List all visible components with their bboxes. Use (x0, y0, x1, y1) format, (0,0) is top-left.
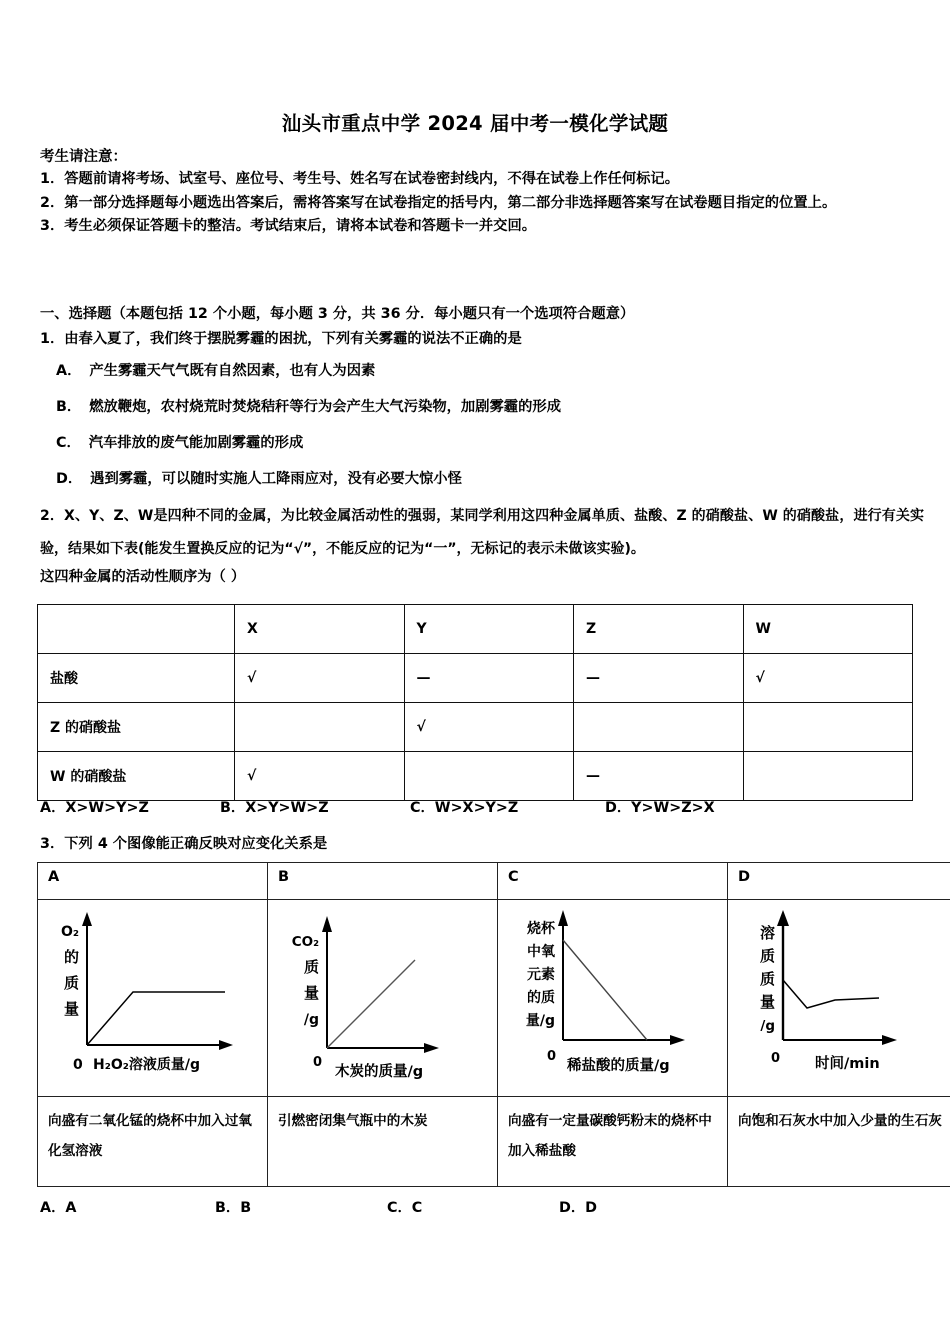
plot-c-origin: 0 (547, 1049, 557, 1064)
option-text: D (585, 1200, 598, 1216)
option-text: 燃放鞭炮，农村烧荒时焚烧秸秆等行为会产生大气污染物，加剧雾霾的形成 (89, 399, 561, 415)
option-text: X>Y>W>Z (245, 800, 329, 816)
graph-plot-a (38, 900, 268, 1097)
graph-plot-d (728, 900, 950, 1097)
cell-znitrate-w (743, 703, 913, 752)
plot-c-ylabel-char-3: 的质 (527, 990, 555, 1006)
plot-d-curve (783, 980, 879, 1008)
plot-c-xlabel: 稀盐酸的质量/g (567, 1058, 670, 1074)
plot-d-ylabel-char-1: 质 (759, 947, 775, 965)
graph-letter-a: A (38, 863, 268, 900)
plot-c-curve (563, 940, 647, 1040)
notice-line-3: 3．考生必须保证答题卡的整洁。考试结束后，请将本试卷和答题卡一并交回。 (40, 218, 537, 234)
plot-a-ylabel-char-2: 质 (63, 974, 79, 992)
notice-line-1: 1．答题前请将考场、试室号、座位号、考生号、姓名写在试卷密封线内，不得在试卷上作任何标记。 (40, 171, 680, 187)
question-1-option-c[interactable] (56, 432, 926, 452)
question-3-option-b[interactable] (215, 1197, 387, 1217)
table-row (38, 752, 913, 801)
option-mark: B． (215, 1200, 241, 1216)
option-mark: B． (220, 800, 246, 816)
header-cell-w: W (743, 605, 913, 654)
graph-letter-b: B (268, 863, 498, 900)
header-cell-y: Y (404, 605, 574, 654)
graph-plot-b (268, 900, 498, 1097)
question-3-graph-table (37, 862, 950, 1187)
option-mark: D． (56, 471, 83, 487)
question-3-option-a[interactable] (40, 1197, 215, 1217)
question-2-option-b[interactable] (220, 797, 410, 817)
plot-c-ylabel-char-2: 元素 (527, 967, 555, 983)
row-label-w-nitrate: W 的硝酸盐 (38, 752, 235, 801)
option-mark: A． (40, 800, 66, 816)
cell-znitrate-y: √ (404, 703, 574, 752)
graph-plot-row (38, 900, 950, 1097)
option-text: Y>W>Z>X (631, 800, 715, 816)
cell-wnitrate-x: √ (235, 752, 405, 801)
plot-c-ylabel-char-4: 量/g (525, 1013, 555, 1029)
plot-d-xlabel: 时间/min (815, 1056, 880, 1072)
plot-a-axes (82, 912, 233, 1050)
graph-plot-c (498, 900, 728, 1097)
question-2-option-c[interactable] (410, 797, 605, 817)
plot-c-svg (505, 900, 720, 1090)
graph-description-b: 引燃密闭集气瓶中的木炭 (268, 1097, 498, 1187)
header-cell-blank (38, 605, 235, 654)
plot-b-ylabel-char-2: 量 (303, 984, 319, 1002)
plot-d-origin: 0 (771, 1051, 781, 1066)
section-heading: 一、选择题（本题包括 12 个小题，每小题 3 分，共 36 分．每小题只有一个选项符合题意） (40, 306, 635, 322)
page-title: 汕头市重点中学 2024 届中考一模化学试题 (281, 112, 669, 135)
plot-b-svg (275, 900, 490, 1090)
option-text: 汽车排放的废气能加剧雾霾的形成 (88, 435, 304, 451)
option-mark: B． (56, 399, 82, 415)
plot-a-svg (45, 900, 260, 1090)
plot-b-axes (322, 916, 439, 1053)
option-mark: D． (559, 1200, 586, 1216)
option-mark: D． (605, 800, 632, 816)
question-2-option-d[interactable] (605, 797, 715, 817)
plot-c-axes (558, 910, 685, 1045)
option-mark: C． (56, 435, 81, 451)
plot-a-xlabel: H₂O₂溶液质量/g (93, 1057, 201, 1073)
graph-letter-row (38, 863, 950, 900)
graph-letter-c: C (498, 863, 728, 900)
metal-activity-table (37, 604, 913, 801)
plot-a-ylabel-char-1: 的 (63, 948, 79, 966)
plot-b-origin: 0 (313, 1055, 323, 1070)
plot-a-curve (87, 992, 225, 1045)
plot-b-xlabel: 木炭的质量/g (335, 1064, 424, 1080)
question-2-answer-row (40, 797, 920, 817)
header-cell-z: Z (574, 605, 744, 654)
header-cell-x: X (235, 605, 405, 654)
plot-b-curve (327, 960, 415, 1048)
row-label-hydrochloric-acid: 盐酸 (38, 654, 235, 703)
notice-line-2: 2．第一部分选择题每小题选出答案后，需将答案写在试卷指定的括号内，第二部分非选择题答案写在试卷题目指定的位置上。 (40, 194, 837, 211)
cell-wnitrate-y (404, 752, 574, 801)
question-1-option-a[interactable] (56, 360, 926, 380)
plot-d-ylabel-char-4: /g (760, 1018, 775, 1034)
plot-b-ylabel-char-0: CO₂ (291, 934, 319, 950)
cell-hcl-y: — (404, 654, 574, 703)
table-row (38, 654, 913, 703)
plot-a-origin: 0 (73, 1057, 83, 1073)
graph-description-d: 向饱和石灰水中加入少量的生石灰 (728, 1097, 950, 1187)
plot-d-svg (735, 900, 950, 1090)
plot-d-ylabel-char-3: 量 (759, 993, 775, 1011)
plot-a-ylabel-char-0: O₂ (60, 924, 79, 940)
plot-d-ylabel-char-0: 溶 (759, 924, 775, 942)
graph-description-row (38, 1097, 950, 1187)
option-text: C (411, 1200, 423, 1216)
table-header-row (38, 605, 913, 654)
notice-heading: 考生请注意： (40, 149, 127, 165)
question-1-option-d[interactable] (56, 468, 926, 488)
question-1-option-b[interactable] (56, 396, 926, 416)
question-2-substem: 这四种金属的活动性顺序为（ ） (40, 569, 246, 585)
option-text: W>X>Y>Z (434, 800, 519, 816)
notice-block (40, 146, 918, 239)
option-mark: A． (56, 363, 82, 379)
plot-d-axes (777, 910, 897, 1045)
option-text: 产生雾霾天气气既有自然因素，也有人为因素 (89, 363, 376, 379)
option-mark: A． (40, 1200, 66, 1216)
cell-wnitrate-w (743, 752, 913, 801)
question-3-answer-row (40, 1197, 920, 1217)
option-mark: C． (410, 800, 435, 816)
cell-wnitrate-z: — (574, 752, 744, 801)
question-3-stem: 3．下列 4 个图像能正确反映对应变化关系是 (40, 836, 328, 852)
graph-letter-d: D (728, 863, 950, 900)
plot-b-ylabel-char-3: /g (303, 1012, 319, 1028)
option-text: B (240, 1200, 252, 1216)
option-text: 遇到雾霾，可以随时实施人工降雨应对，没有必要大惊小怪 (90, 471, 462, 487)
question-2-option-a[interactable] (40, 797, 220, 817)
cell-hcl-x: √ (235, 654, 405, 703)
plot-d-ylabel-char-2: 质 (759, 970, 775, 988)
question-1-stem: 1．由春入夏了，我们终于摆脱雾霾的困扰，下列有关雾霾的说法不正确的是 (40, 331, 522, 347)
graph-description-a: 向盛有二氧化锰的烧杯中加入过氧化氢溶液 (38, 1097, 268, 1187)
question-3-option-c[interactable] (387, 1197, 559, 1217)
plot-c-ylabel-char-0: 烧杯 (527, 921, 555, 937)
plot-b-ylabel-char-1: 质 (303, 958, 319, 976)
option-text: A (65, 1200, 77, 1216)
cell-hcl-z: — (574, 654, 744, 703)
plot-a-ylabel-char-3: 量 (63, 1000, 79, 1018)
question-3-option-d[interactable] (559, 1197, 597, 1217)
cell-hcl-w: √ (743, 654, 913, 703)
option-text: X>W>Y>Z (65, 800, 149, 816)
table-row (38, 703, 913, 752)
graph-description-c: 向盛有一定量碳酸钙粉末的烧杯中加入稀盐酸 (498, 1097, 728, 1187)
row-label-z-nitrate: Z 的硝酸盐 (38, 703, 235, 752)
question-2-stem: 2．X、Y、Z、W是四种不同的金属，为比较金属活动性的强弱，某同学利用这四种金属单质、盐酸、Z 的硝酸盐、W 的硝酸盐，进行有关实验，结果如下表(能发生置换反应的记为“√”，不能反应的记为“一”，无标记的表示未做该实验)。 (40, 508, 924, 557)
cell-znitrate-z (574, 703, 744, 752)
option-mark: C． (387, 1200, 412, 1216)
plot-c-ylabel-char-1: 中氧 (527, 944, 555, 960)
cell-znitrate-x (235, 703, 405, 752)
